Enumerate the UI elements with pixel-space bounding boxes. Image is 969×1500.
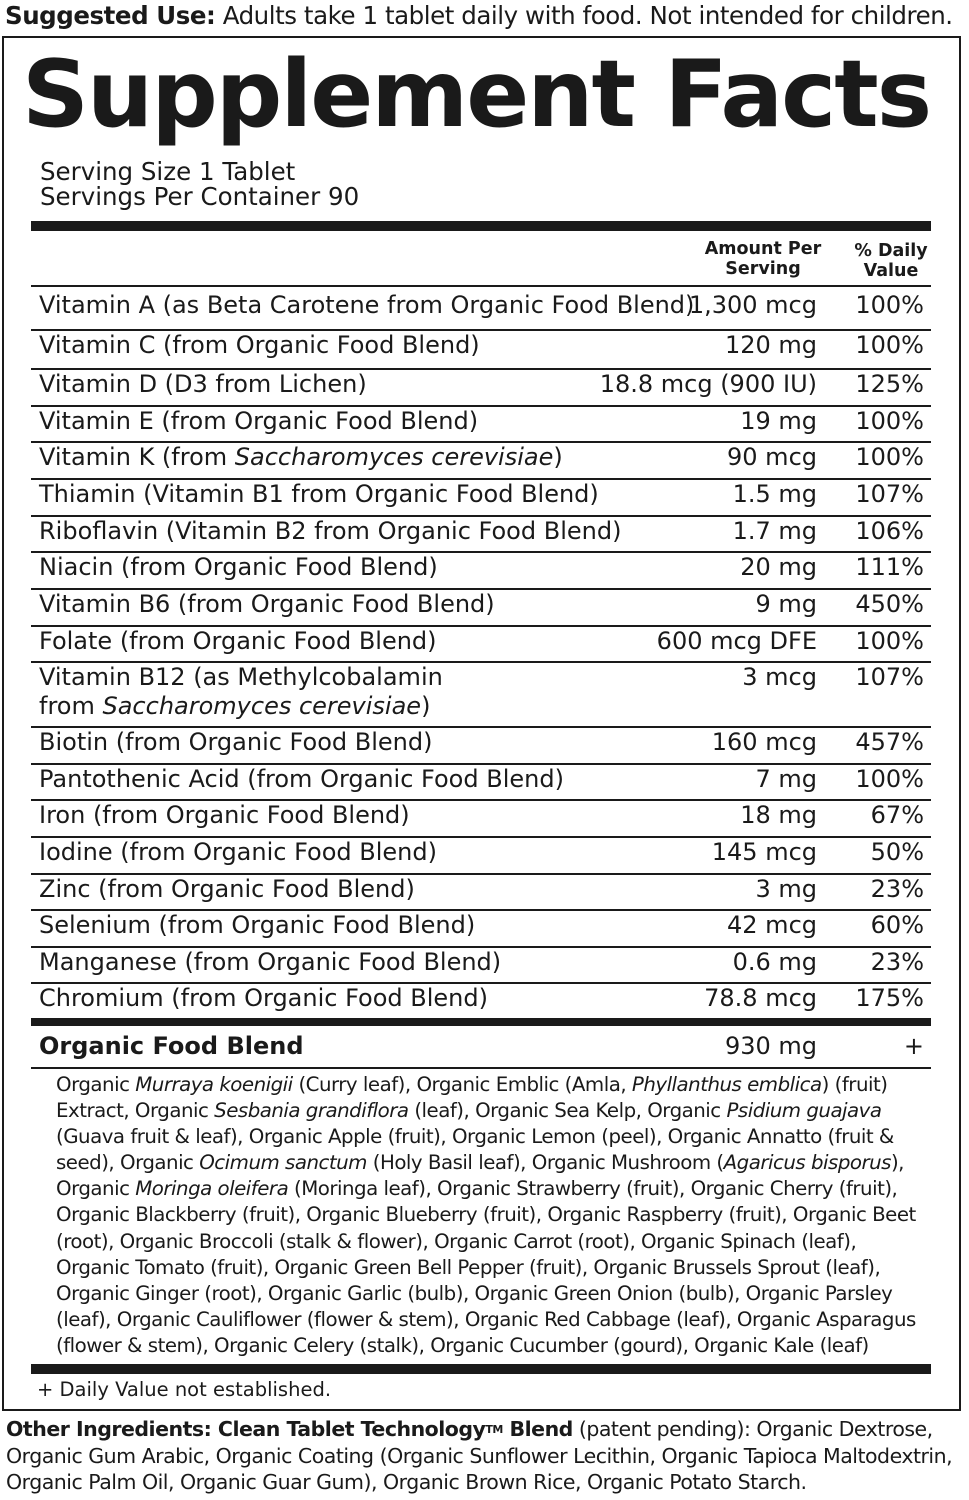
nutrient-name: Vitamin E (from Organic Food Blend) [39,407,479,435]
serving-size: Serving Size 1 Tablet [40,157,296,186]
nutrient-daily-value: 50% [870,838,924,866]
nutrient-name: Chromium (from Organic Food Blend) [39,984,488,1012]
suggested-use [5,2,965,30]
nutrient-amount: 19 mg [740,407,817,435]
nutrient-daily-value: 60% [870,911,924,939]
botanical-name: Ocimum sanctum [199,1151,367,1175]
dv-header-line2: Value [863,261,919,281]
table-row [31,590,931,627]
nutrient-name: Manganese (from Organic Food Blend) [39,948,502,976]
table-row [31,728,931,765]
nutrient-amount: 1.7 mg [732,517,817,545]
trademark-mark: TM [485,1423,503,1436]
nutrient-name-line: from Saccharomyces cerevisiae) [39,692,431,720]
nutrient-amount: 145 mcg [711,838,817,866]
thick-divider-top [31,221,931,231]
table-row [31,370,931,407]
nutrient-amount: 7 mg [755,765,817,793]
nutrient-amount: 3 mcg [742,663,817,691]
nutrient-daily-value: 67% [870,801,924,829]
table-row [31,875,931,911]
thick-divider-middle [31,1018,931,1026]
table-row [31,553,931,590]
nutrient-name: Zinc (from Organic Food Blend) [39,875,415,903]
nutrient-daily-value: 100% [855,443,924,471]
table-row [31,480,931,517]
nutrient-amount: 3 mg [755,875,817,903]
nutrient-name: Selenium (from Organic Food Blend) [39,911,476,939]
servings-per-container: Servings Per Container 90 [40,182,360,211]
blend-dv: + [903,1032,924,1060]
nutrient-amount: 1.5 mg [732,480,817,508]
nutrient-daily-value: 100% [855,407,924,435]
nutrient-daily-value: 23% [870,875,924,903]
blend-row [31,1031,931,1069]
nutrient-daily-value: 111% [855,553,924,581]
table-row [31,407,931,443]
panel-title: Supplement Facts [22,40,931,148]
amount-header-line2: Serving [725,259,801,279]
botanical-name: Murraya koenigii [135,1073,293,1096]
nutrient-amount: 20 mg [740,553,817,581]
table-row [31,331,931,370]
nutrient-amount: 160 mcg [711,728,817,756]
table-row [31,911,931,948]
nutrient-amount: 9 mg [755,590,817,618]
amount-column-header [700,239,826,279]
other-label-part1: Other Ingredients: Clean Tablet Technology [6,1417,486,1441]
nutrient-amount: 600 mcg DFE [656,627,817,655]
table-row [31,443,931,480]
nutrient-name: Vitamin C (from Organic Food Blend) [39,331,480,359]
nutrient-amount: 18.8 mcg (900 IU) [599,370,817,398]
nutrient-daily-value: 100% [855,627,924,655]
nutrient-name: Riboflavin (Vitamin B2 from Organic Food Blend) [39,517,622,545]
nutrient-amount: 1,300 mcg [688,291,817,319]
nutrient-daily-value: 175% [855,984,924,1012]
nutrient-name-line: Vitamin B12 (as Methylcobalamin [39,663,443,691]
nutrient-name: Folate (from Organic Food Blend) [39,627,437,655]
nutrient-daily-value: 450% [855,590,924,618]
nutrient-name: Vitamin D (D3 from Lichen) [39,370,367,398]
nutrient-name: Vitamin B6 (from Organic Food Blend) [39,590,495,618]
botanical-name: Sesbania grandiflora [214,1099,409,1123]
nutrient-name: Niacin (from Organic Food Blend) [39,553,438,581]
table-row [31,663,931,728]
header-divider [31,285,931,287]
suggested-use-text: Adults take 1 tablet daily with food. Not intended for children. [215,1,953,30]
nutrient-name: Biotin (from Organic Food Blend) [39,728,433,756]
table-row [31,801,931,838]
table-row [31,291,931,331]
nutrient-amount: 120 mg [724,331,817,359]
botanical-name: Psidium guajava [726,1099,882,1123]
blend-name: Organic Food Blend [39,1032,304,1060]
blend-ingredients: Organic Murraya koenigii (Curry leaf), Organic Emblic (Amla, Phyllanthus emblica) (fruit) Extract, Organic Sesbania grandiflora (leaf), Organic Sea Kelp, Organic Psidium guajava (Guava fruit & leaf), Organic Apple (fruit), Organic Lemon (peel), Organic Annatto (fruit & seed), Organic Ocimum sanctum (Holy Basil leaf), Organic Mushroom (Agaricus bisporus), Organic Moringa oleifera (Moringa leaf), Organic Strawberry (fruit), Organic Cherry (fruit), Organic Blackberry (fruit), Organic Blueberry (fruit), Organic Raspberry (fruit), Organic Beet (root), Organic Broccoli (stalk & flower), Organic Carrot (root), Organic Spinach (leaf), Organic Tomato (fruit), Organic Green Bell Pepper (fruit), Organic Brussels Sprout (leaf), Organic Ginger (root), Organic Garlic (bulb), Organic Green Onion (bulb), Organic Parsley (leaf), Organic Cauliflower (flower & stem), Organic Red Cabbage (leaf), Organic Asparagus (flower & stem), Organic Celery (stalk), Organic Cucumber (gourd), Organic Kale (leaf) [56,1073,916,1357]
nutrient-name: Vitamin A (as Beta Carotene from Organic Food Blend) [39,291,695,319]
table-row [31,838,931,875]
amount-header-line1: Amount Per [704,239,822,259]
nutrient-amount: 18 mg [740,801,817,829]
botanical-name: Phyllanthus emblica [631,1073,822,1096]
nutrient-amount: 0.6 mg [732,948,817,976]
nutrient-name [39,663,443,721]
dv-column-header [848,241,934,281]
nutrient-daily-value: 107% [855,480,924,508]
nutrient-daily-value: 125% [855,370,924,398]
nutrient-daily-value: 107% [855,663,924,691]
nutrient-amount: 42 mcg [727,911,817,939]
table-row [31,517,931,553]
nutrient-amount: 78.8 mcg [704,984,817,1012]
table-row [31,627,931,663]
table-row [31,948,931,984]
nutrient-name: Iodine (from Organic Food Blend) [39,838,437,866]
botanical-name: Agaricus bisporus [723,1151,891,1175]
nutrient-name: Thiamin (Vitamin B1 from Organic Food Blend) [39,480,599,508]
nutrient-daily-value: 100% [855,291,924,319]
nutrient-name: Vitamin K (from Saccharomyces cerevisiae) [39,443,563,471]
dv-header-line1: % Daily [854,241,928,261]
nutrient-name: Pantothenic Acid (from Organic Food Blend) [39,765,564,793]
table-row [31,984,931,1016]
suggested-use-label: Suggested Use: [5,1,216,30]
other-ingredients-label [6,1417,573,1441]
nutrient-name: Iron (from Organic Food Blend) [39,801,410,829]
table-row [31,765,931,801]
nutrient-amount: 90 mcg [727,443,817,471]
footnote: + Daily Value not established. [37,1378,332,1401]
nutrient-daily-value: 23% [870,948,924,976]
nutrient-daily-value: 457% [855,728,924,756]
nutrient-daily-value: 106% [855,517,924,545]
blend-amount: 930 mg [724,1032,817,1060]
other-ingredients-text: (patent pending): Organic Dextrose, Organic Gum Arabic, Organic Coating (Organic Sunflower Lecithin, Organic Tapioca Maltodextrin, Organic Palm Oil, Organic Guar Gum), Organic Brown Rice, Organic Potato Starch. [6,1417,953,1494]
nutrient-daily-value: 100% [855,331,924,359]
other-label-part2: Blend [502,1417,573,1441]
nutrient-daily-value: 100% [855,765,924,793]
botanical-name: Moringa oleifera [135,1177,289,1201]
other-ingredients [6,1416,966,1496]
thick-divider-bottom [31,1364,931,1374]
